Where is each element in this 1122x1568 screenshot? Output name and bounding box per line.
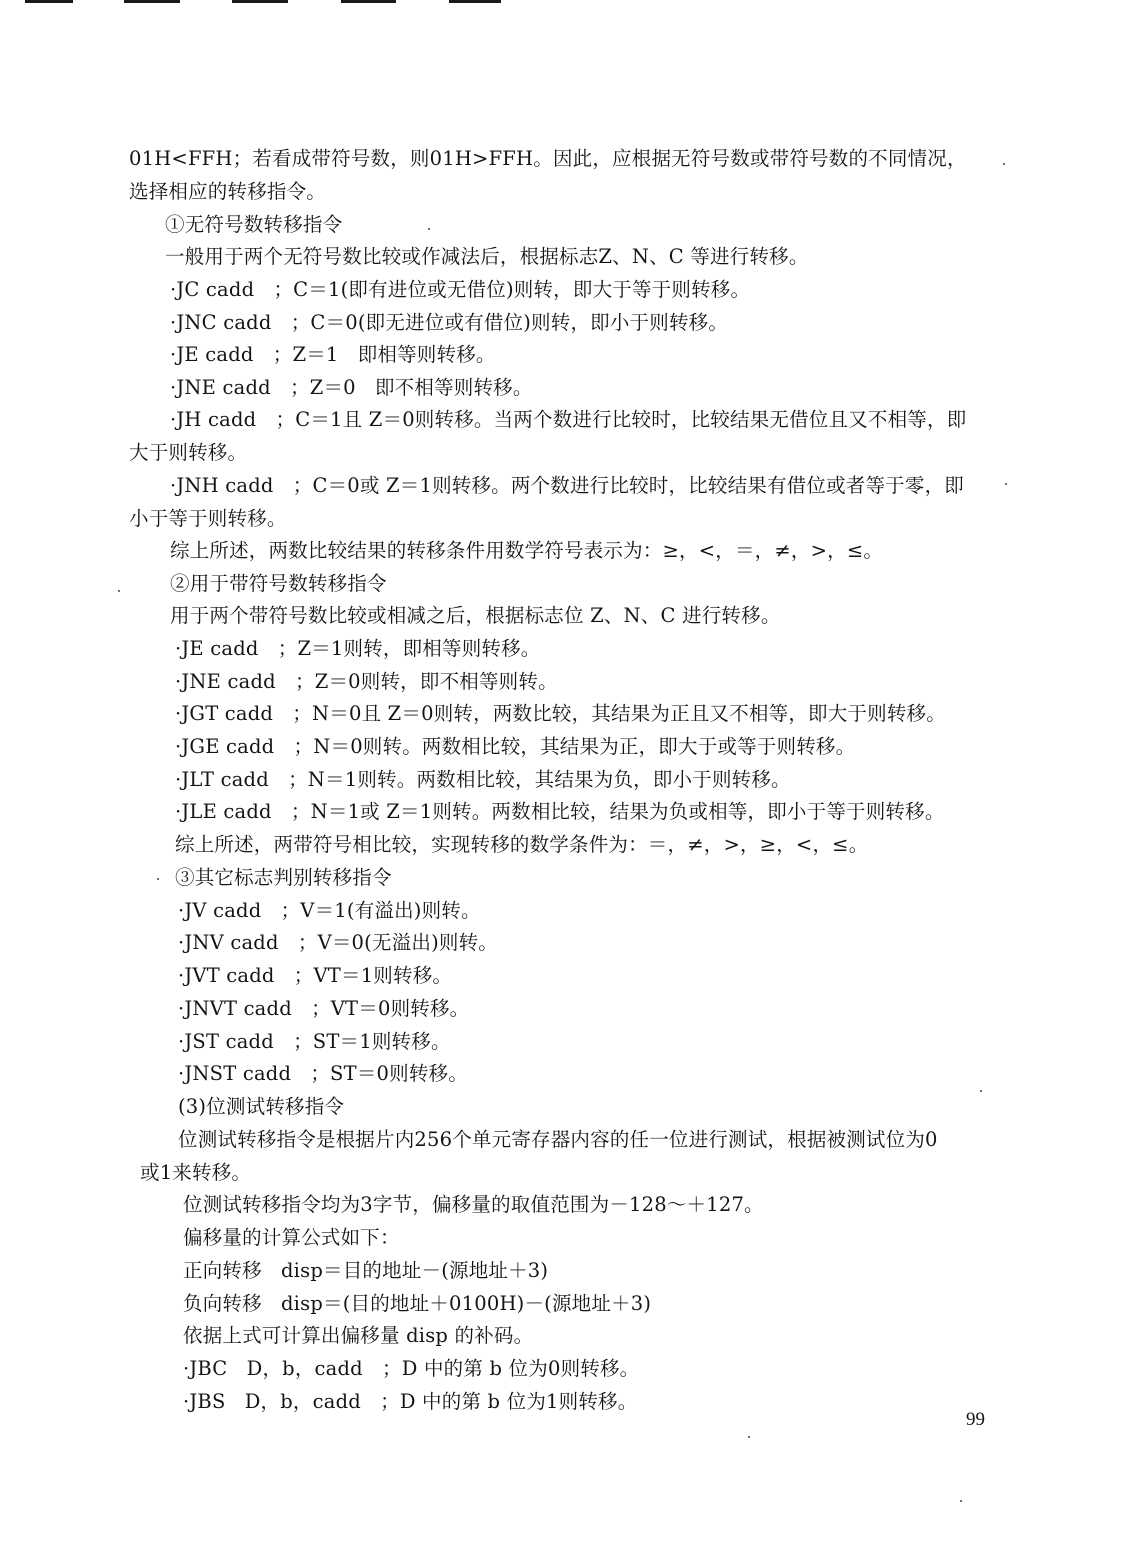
instruction-line: ·JBS D，b，cadd ；D 中的第 b 位为1则转移。 xyxy=(183,1390,638,1413)
text-line: 综上所述，两带符号相比较，实现转移的数学条件为：＝，≠，>，≥，<，≤。 xyxy=(175,833,869,856)
section-heading: ③其它标志判别转移指令 xyxy=(175,866,392,889)
top-rule-5 xyxy=(449,0,501,3)
section-heading: ②用于带符号数转移指令 xyxy=(170,572,387,595)
text-line: 偏移量的计算公式如下： xyxy=(183,1226,400,1249)
scan-speck xyxy=(118,590,120,592)
text-line: 位测试转移指令均为3字节，偏移量的取值范围为－128～＋127。 xyxy=(183,1193,764,1216)
instruction-line: ·JNE cadd ；Z＝0则转，即不相等则转。 xyxy=(175,670,558,693)
section-heading: ①无符号数转移指令 xyxy=(165,213,343,236)
scan-speck xyxy=(960,1500,962,1502)
scan-speck xyxy=(428,228,430,230)
instruction-line: ·JV cadd ；V＝1(有溢出)则转。 xyxy=(178,899,481,922)
scan-speck xyxy=(1003,163,1005,165)
scan-speck xyxy=(980,1090,982,1092)
text-line: 小于等于则转移。 xyxy=(129,507,287,530)
instruction-line: ·JLE cadd ；N＝1或 Z＝1则转。两数相比较，结果为负或相等，即小于等于则转移。 xyxy=(175,800,945,823)
top-rule-1 xyxy=(25,0,73,3)
instruction-line: ·JNVT cadd ；VT＝0则转移。 xyxy=(178,997,470,1020)
scan-speck xyxy=(1005,483,1007,485)
text-line: 01H<FFH；若看成带符号数，则01H>FFH。因此，应根据无符号数或带符号数的不同情况， xyxy=(129,147,967,170)
text-line: 或1来转移。 xyxy=(140,1161,252,1184)
text-line: 用于两个带符号数比较或相减之后，根据标志位 Z、N、C 进行转移。 xyxy=(170,604,781,627)
instruction-line: ·JBC D，b，cadd ；D 中的第 b 位为0则转移。 xyxy=(183,1357,640,1380)
instruction-line: ·JNST cadd ；ST＝0则转移。 xyxy=(178,1062,468,1085)
instruction-line: ·JH cadd ；C＝1且 Z＝0则转移。当两个数进行比较时，比较结果无借位且又不相等，即 xyxy=(170,408,967,431)
formula-line: 负向转移 disp＝(目的地址＋0100H)－(源地址＋3) xyxy=(183,1292,652,1315)
instruction-line: ·JNE cadd ；Z＝0 即不相等则转移。 xyxy=(170,376,533,399)
instruction-line: ·JGT cadd ；N＝0且 Z＝0则转，两数比较，其结果为正且又不相等，即大于则转移。 xyxy=(175,702,946,725)
instruction-line: ·JC cadd ；C＝1(即有进位或无借位)则转，即大于等于则转移。 xyxy=(170,278,751,301)
text-line: 一般用于两个无符号数比较或作减法后，根据标志Z、N、C 等进行转移。 xyxy=(165,245,809,268)
top-rule-2 xyxy=(124,0,180,3)
instruction-line: ·JLT cadd ；N＝1则转。两数相比较，其结果为负，即小于则转移。 xyxy=(175,768,791,791)
text-line: 大于则转移。 xyxy=(129,441,248,464)
top-rule-4 xyxy=(341,0,396,3)
scan-speck xyxy=(157,878,159,880)
top-rule-3 xyxy=(232,0,288,3)
instruction-line: ·JNC cadd ；C＝0(即无进位或有借位)则转，即小于则转移。 xyxy=(170,311,729,334)
instruction-line: ·JE cadd ；Z＝1 即相等则转移。 xyxy=(170,343,496,366)
text-line: 位测试转移指令是根据片内256个单元寄存器内容的任一位进行测试，根据被测试位为0 xyxy=(178,1128,938,1151)
text-line: 综上所述，两数比较结果的转移条件用数学符号表示为：≥，<，＝，≠，>，≤。 xyxy=(170,539,884,562)
instruction-line: ·JST cadd ；ST＝1则转移。 xyxy=(178,1030,451,1053)
instruction-line: ·JGE cadd ；N＝0则转。两数相比较，其结果为正，即大于或等于则转移。 xyxy=(175,735,856,758)
text-line: 选择相应的转移指令。 xyxy=(129,180,327,203)
scan-speck xyxy=(748,1436,750,1438)
instruction-line: ·JNH cadd ；C＝0或 Z＝1则转移。两个数进行比较时，比较结果有借位或者等于零，即 xyxy=(170,474,964,497)
instruction-line: ·JVT cadd ；VT＝1则转移。 xyxy=(178,964,453,987)
section-heading: (3)位测试转移指令 xyxy=(178,1095,345,1118)
instruction-line: ·JE cadd ；Z＝1则转，即相等则转移。 xyxy=(175,637,541,660)
instruction-line: ·JNV cadd ；V＝0(无溢出)则转。 xyxy=(178,931,498,954)
text-line: 依据上式可计算出偏移量 disp 的补码。 xyxy=(183,1324,534,1347)
page-number: 99 xyxy=(966,1409,985,1430)
formula-line: 正向转移 disp＝目的地址－(源地址＋3) xyxy=(183,1259,549,1282)
